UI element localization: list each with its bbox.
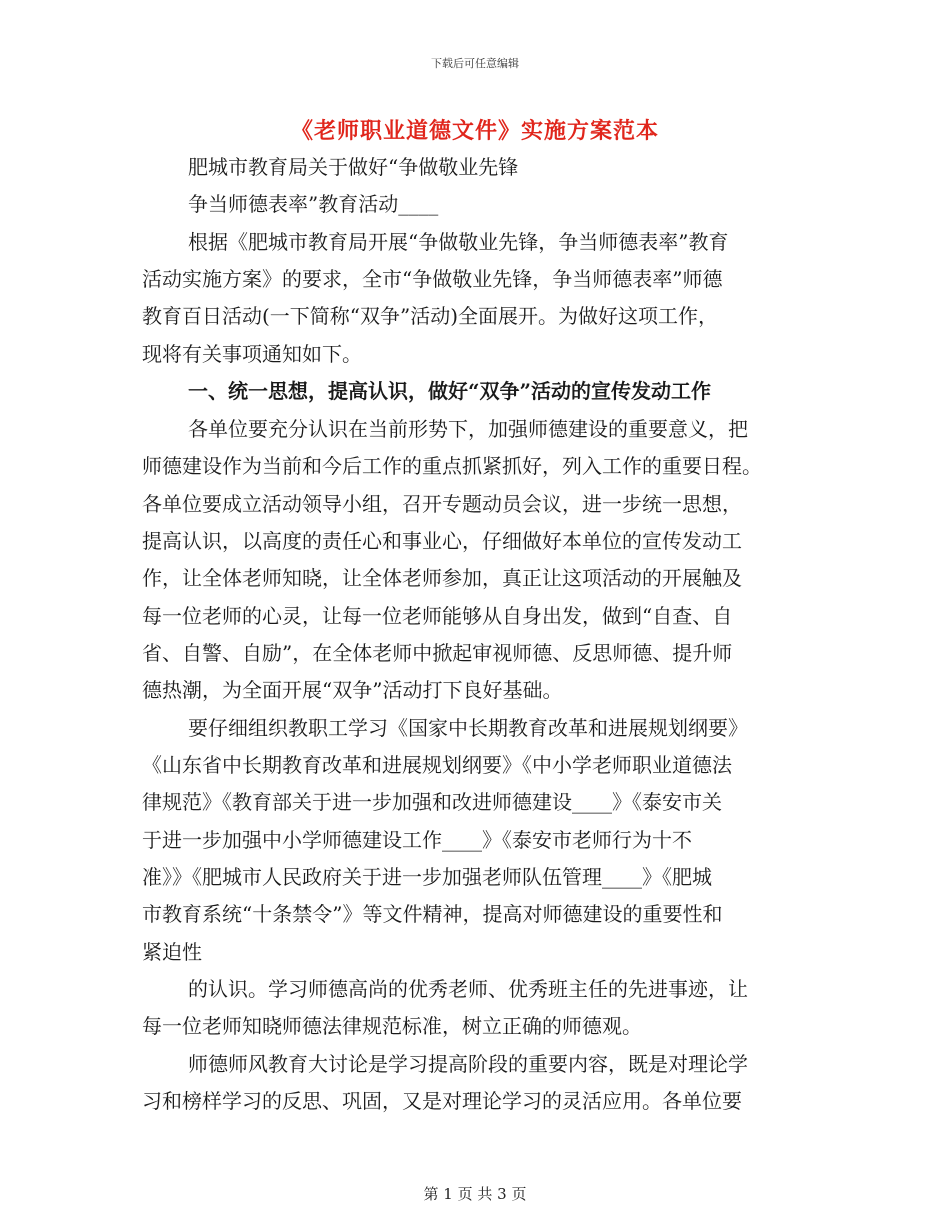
doc-line: 师德师风教育大讨论是学习提高阶段的重要内容，既是对理论学	[188, 1052, 748, 1076]
doc-line: 紧迫性	[142, 940, 202, 964]
doc-line: 根据《肥城市教育局开展“争做敬业先锋，争当师德表率”教育	[188, 230, 729, 254]
doc-line: 活动实施方案》的要求，全市“争做敬业先锋，争当师德表率”师德	[142, 267, 723, 291]
doc-line: 律规范》《教育部关于进一步加强和改进师德建设____》《泰安市关	[142, 790, 722, 814]
doc-line: 师德建设作为当前和今后工作的重点抓紧抓好，列入工作的重要日程。	[142, 454, 762, 478]
doc-line: 省、自警、自励”，在全体老师中掀起审视师德、反思师德、提升师	[142, 641, 733, 665]
header-note: 下载后可任意编辑	[431, 57, 519, 70]
document-title: 《老师职业道德文件》实施方案范本	[290, 118, 659, 144]
doc-line: 准》》《肥城市人民政府关于进一步加强老师队伍管理____》《肥城	[142, 865, 712, 889]
doc-line: 教育百日活动(一下简称“双争”活动)全面展开。为做好这项工作，	[142, 304, 719, 328]
doc-line: 德热潮，为全面开展“双争”活动打下良好基础。	[142, 678, 563, 702]
doc-line: 各单位要成立活动领导小组，召开专题动员会议，进一步统一思想，	[142, 492, 742, 516]
doc-line: 肥城市教育局关于做好“争做敬业先锋	[188, 155, 519, 179]
doc-line: 每一位老师的心灵，让每一位老师能够从自身出发，做到“自查、自	[142, 604, 733, 628]
doc-line: 于进一步加强中小学师德建设工作____》《泰安市老师行为十不	[142, 828, 692, 852]
doc-line: 争当师德表率”教育活动____	[188, 192, 439, 216]
doc-line: 要仔细组织教职工学习《国家中长期教育改革和进展规划纲要》	[188, 716, 748, 740]
doc-line: 习和榜样学习的反思、巩固，又是对理论学习的灵活应用。各单位要	[142, 1089, 742, 1113]
page-number: 第 1 页 共 3 页	[423, 1185, 527, 1203]
doc-line: 《山东省中长期教育改革和进展规划纲要》《中小学老师职业道德法	[142, 753, 732, 777]
doc-line: 市教育系统“十条禁令”》等文件精神，提高对师德建设的重要性和	[142, 902, 723, 926]
doc-line: 每一位老师知晓师德法律规范标准，树立正确的师德观。	[142, 1014, 642, 1038]
doc-line: 现将有关事项通知如下。	[142, 342, 362, 366]
section-heading: 一、统一思想，提高认识，做好“双争”活动的宣传发动工作	[188, 379, 712, 403]
doc-line: 各单位要充分认识在当前形势下，加强师德建设的重要意义，把	[188, 417, 748, 441]
doc-line: 的认识。学习师德高尚的优秀老师、优秀班主任的先进事迹，让	[188, 977, 748, 1001]
doc-line: 作，让全体老师知晓，让全体老师参加，真正让这项活动的开展触及	[142, 566, 742, 590]
doc-line: 提高认识，以高度的责任心和事业心，仔细做好本单位的宣传发动工	[142, 529, 742, 553]
